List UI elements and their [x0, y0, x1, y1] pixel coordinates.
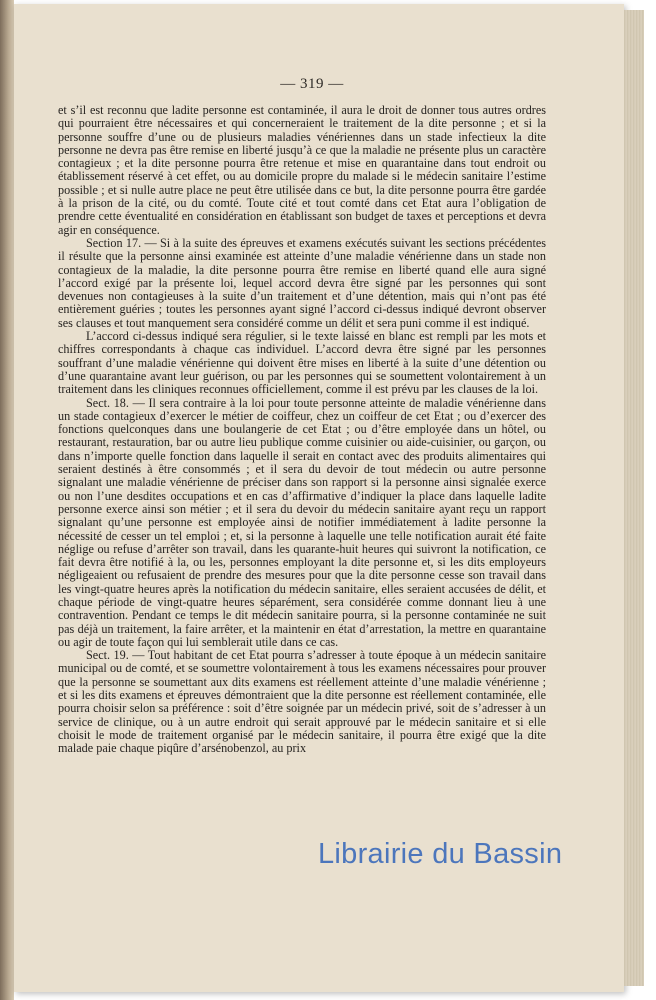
watermark-logo: Librairie du Bassin — [318, 838, 563, 870]
paragraph-continuation: et s’il est reconnu que ladite personne est contaminée, il aura le droit de donner tous autres ordres qui pourraient être nécessaires et qui concerneraient le traitement de la dite personne ; et si la personne souffre d’une ou de plusieurs maladies vénériennes dans un stade infectieux la dite personne ne devra pas être remise en liberté jusqu’à ce que la maladie ne présente plus un caractère contagieux ; et la dite personne pourra être retenue et mise en quarantaine dans tout endroit ou établissement réservé à cet effet, ou au domicile propre du malade si le médecin sanitaire l’estime possible ; et si nulle autre place ne peut être utilisée dans ce but, la dite personne pourra être gardée à la prison de la cité, ou du comté. Toute cité et tout comté dans cet Etat aura l’obligation de prendre cette éventualité en considération en établissant son budget de taxes et perceptions et devra agir en conséquence. — [58, 103, 546, 237]
body-text — [58, 104, 546, 756]
book-spine-shadow — [0, 0, 14, 1000]
page-number: — 319 — — [280, 76, 344, 92]
paragraph-accord: L’accord ci-dessus indiqué sera régulier, si le texte laissé en blanc est rempli par les mots et chiffres correspondants à chaque cas individuel. L’accord devra être signé par les personnes souffrant d’une maladie vénérienne qui doivent être mises en liberté à la suite d’une détention ou d’une quarantaine avant leur guérison, ou par les personnes qui se soumettent volontairement à un traitement dans les cliniques reconnues officiellement, comme il est prévu par les clauses de la loi. — [58, 329, 546, 397]
paragraph-section-17: Section 17. — Si à la suite des épreuves et examens exécutés suivant les sections précédentes il résulte que la personne ainsi examinée est atteinte d’une maladie vénérienne dans un stade non contagieux de la maladie, la dite personne pourra être remise en liberté quand elle aura signé l’accord exigé par la présente loi, lequel accord devra être signé par les personnes qui sont devenues non contagieuses à la suite d’un traitement et d’une détention, mais qui n’ont pas été entièrement guéries ; toutes les personnes ayant signé l’accord ci-dessus indiqué devront observer ses clauses et tout manquement sera considéré comme un délit et sera puni comme il est indiqué. — [58, 235, 546, 330]
paragraph-section-19: Sect. 19. — Tout habitant de cet Etat pourra s’adresser à toute époque à un médecin sanitaire municipal ou de comté, et se soumettre volontairement à tous les examens nécessaires pour prouver que la personne se soumettant aux dits examens est réellement atteinte d’une maladie vénérienne ; et si les dits examens et épreuves démontraient que la dite personne est réellement contaminée, elle pourra choisir selon sa préférence : soit d’être soignée par un médecin privé, soit de s’adresser à un service de clinique, ou à un autre endroit qui serait approuvé par le médecin sanitaire et si elle choisit le mode de traitement organisé par le médecin sanitaire, il pourra être exigé que la dite malade paie chaque piqûre d’arsénobenzol, au prix — [58, 648, 546, 756]
page-stack-edges — [624, 10, 644, 986]
paragraph-section-18: Sect. 18. — Il sera contraire à la loi pour toute personne atteinte de maladie vénérienne dans un stade contagieux d’exercer le métier de coiffeur, chez un coiffeur de cet Etat ; ou d’exercer des fonctions quelconques dans une boulangerie de cet Etat ; ou d’être employée dans un hôtel, ou restaurant, restauration, bar ou autre lieu publique comme cuisinier ou aide-cuisinier, ou garçon, ou dans n’importe quelle fonction dans laquelle il serait en contact avec des produits alimentaires qui seraient destinés à être consommés ; et il sera du devoir de tout médecin ou autre personne signalant une maladie vénérienne de préciser dans son rapport si la personne ainsi signalée exerce ou non l’une desdites occupations et en cas d’affirmative d’indiquer la place dans laquelle ladite personne exerce ainsi son métier ; et il sera du devoir du médecin sanitaire ayant reçu un rapport signalant qu’une personne est employée ainsi de notifier immédiatement à ladite personne la nécessité de cesser un tel emploi ; et, si la personne à laquelle une telle notification aurait été faite néglige ou refuse d’arrêter son travail, dans les quarante-huit heures qui suivront la notification, ce fait devra être notifié à la, ou les, personnes employant la dite personne et, si les dits employeurs négligeaient ou refusaient de prendre des mesures pour que la dite personne cesse son travail dans les vingt-quatre heures après la notification du médecin sanitaire, elles seraient accusées de délit, et chaque période de vingt-quatre heures séparément, sera considérée comme donnant lieu à une contravention. Pendant ce temps le dit médecin sanitaire pourra, si la personne contaminée ne suit pas déjà un traitement, la faire arrêter, et la maintenir en état d’arrestation, la mettre en quarantaine ou agir de toute façon qui lui semblerait utile dans ce cas. — [58, 395, 546, 649]
